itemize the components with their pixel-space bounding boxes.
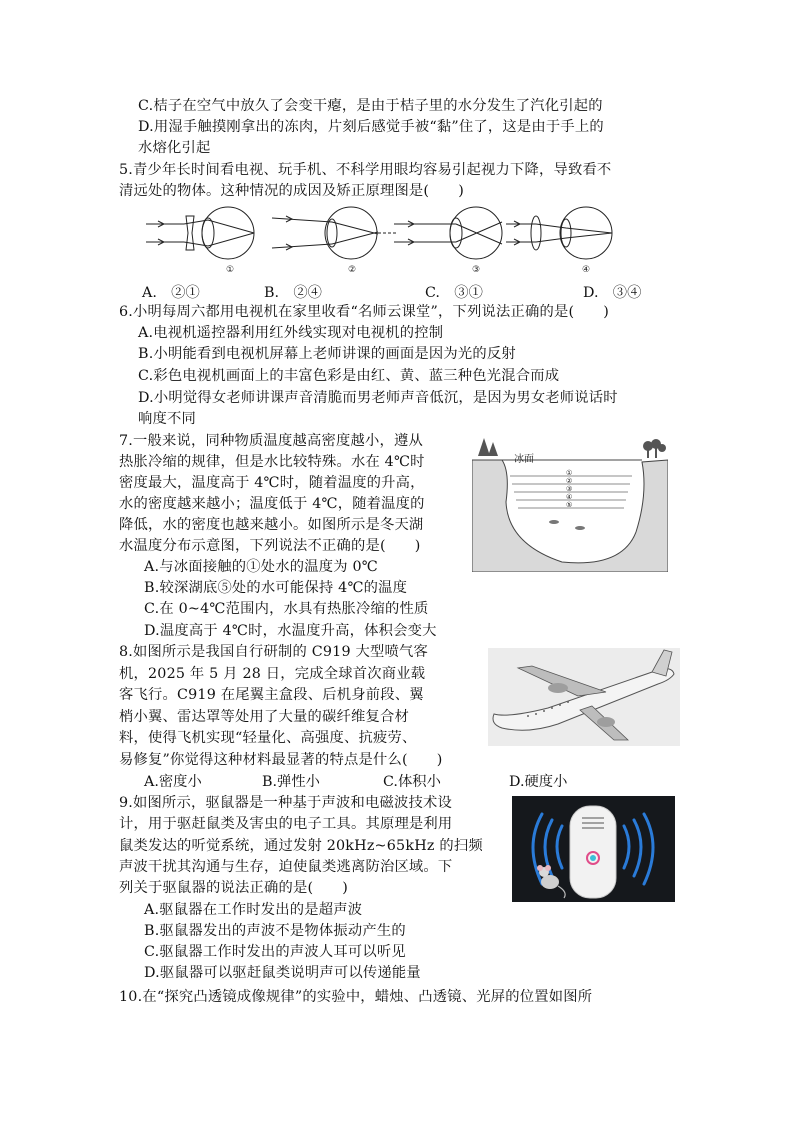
fish-icon bbox=[549, 520, 585, 530]
layer-label-4: ④ bbox=[566, 493, 573, 501]
eye-label-3: ③ bbox=[472, 265, 481, 275]
q6-option-d-line2: 响度不同 bbox=[138, 411, 196, 427]
q10-stem: 10.在“探究凸透镜成像规律”的实验中，蜡烛、凸透镜、光屏的位置如图所 bbox=[119, 989, 593, 1005]
q7-option-c: C.在 0~4℃范围内，水具有热胀冷缩的性质 bbox=[144, 601, 429, 617]
q9-option-d: D.驱鼠器可以驱赶鼠类说明声可以传递能量 bbox=[144, 965, 421, 981]
q7-stem-line2: 热胀冷缩的规律，但是水比较特殊。水在 4℃时 bbox=[119, 454, 425, 470]
q8-stem-line4: 梢小翼、雷达罩等处用了大量的碳纤维复合材 bbox=[119, 709, 409, 725]
eye-diagram-4 bbox=[506, 207, 612, 259]
q7-stem-line6: 水温度分布示意图，下列说法不正确的是( ) bbox=[119, 538, 421, 554]
eye-diagram-1 bbox=[146, 207, 254, 259]
q4-option-d-line1: D.用湿手触摸刚拿出的冻肉，片刻后感觉手被“黏”住了，这是由于手上的 bbox=[138, 119, 604, 135]
c919-airplane-figure bbox=[488, 648, 680, 746]
q7-option-b: B.较深湖底⑤处的水可能保持 4℃的温度 bbox=[144, 580, 408, 596]
q7-stem-line4: 水的密度越来越小；温度低于 4℃，随着温度的 bbox=[119, 496, 425, 512]
q5-option-c: C. ③① bbox=[425, 285, 483, 301]
q8-stem-line5: 料，使得飞机实现“轻量化、高强度、抗疲劳、 bbox=[119, 730, 417, 746]
eye-diagram-2 bbox=[272, 207, 396, 259]
q9-option-c: C.驱鼠器工作时发出的声波人耳可以听见 bbox=[144, 944, 406, 960]
ice-surface-label: 冰面 bbox=[514, 454, 534, 465]
q8-stem-line1: 8.如图所示是我国自行研制的 C919 大型喷气客 bbox=[119, 644, 429, 660]
q9-stem-line1: 9.如图所示，驱鼠器是一种基于声波和电磁波技术设 bbox=[119, 795, 452, 811]
layer-label-5: ⑤ bbox=[566, 501, 573, 509]
q8-option-b: B.弹性小 bbox=[262, 774, 320, 790]
q9-stem-line3: 鼠类发达的听觉系统，通过发射 20kHz~65kHz 的扫频 bbox=[119, 838, 483, 854]
q9-stem-line5: 列关于驱鼠器的说法正确的是( ) bbox=[119, 880, 349, 896]
q6-option-b: B.小明能看到电视机屏幕上老师讲课的画面是因为光的反射 bbox=[138, 346, 516, 362]
q7-stem-line3: 密度最大，温度高于 4℃时，随着温度的升高， bbox=[119, 475, 425, 491]
eye-label-1: ① bbox=[226, 265, 235, 275]
q6-option-c: C.彩色电视机画面上的丰富色彩是由红、黄、蓝三种色光混合而成 bbox=[138, 368, 560, 384]
q7-option-a: A.与冰面接触的①处水的温度为 0℃ bbox=[144, 559, 378, 575]
q7-option-d: D.温度高于 4℃时，水温度升高，体积会变大 bbox=[144, 623, 437, 639]
eye-label-4: ④ bbox=[582, 265, 591, 275]
q5-stem-line1: 5.青少年长时间看电视、玩手机、不科学用眼均容易引起视力下降，导致看不 bbox=[119, 162, 612, 178]
rodent-repeller-figure bbox=[512, 796, 675, 902]
q9-stem-line2: 计，用于驱赶鼠类及害虫的电子工具。其原理是利用 bbox=[119, 816, 453, 832]
q5-stem-line2: 清远处的物体。这种情况的成因及矫正原理图是( ) bbox=[119, 183, 464, 199]
q6-option-a: A.电视机遥控器利用红外线实现对电视机的控制 bbox=[138, 325, 444, 341]
lake-temperature-figure bbox=[472, 432, 668, 572]
q5-option-a: A. ②① bbox=[142, 285, 200, 301]
q9-option-b: B.驱鼠器发出的声波不是物体振动产生的 bbox=[144, 923, 406, 939]
q5-option-b: B. ②④ bbox=[264, 285, 322, 301]
layer-label-3: ③ bbox=[566, 485, 573, 493]
q8-option-c: C.体积小 bbox=[383, 774, 441, 790]
q4-option-c: C.桔子在空气中放久了会变干瘪，是由于桔子里的水分发生了汽化引起的 bbox=[138, 98, 603, 114]
q9-stem-line4: 声波干扰其沟通与生存，迫使鼠类逃离防治区域。下 bbox=[119, 859, 453, 875]
layer-label-2: ② bbox=[566, 477, 573, 485]
q9-option-a: A.驱鼠器在工作时发出的是超声波 bbox=[144, 902, 363, 918]
q8-option-a: A.密度小 bbox=[144, 774, 202, 790]
eye-diagram-3 bbox=[394, 207, 502, 259]
q6-option-d-line1: D.小明觉得女老师讲课声音清脆而男老师声音低沉，是因为男女老师说话时 bbox=[138, 390, 618, 406]
q8-stem-line2: 机，2025 年 5 月 28 日，完成全球首次商业载 bbox=[119, 666, 426, 682]
layer-label-1: ① bbox=[566, 469, 573, 477]
q8-option-d: D.硬度小 bbox=[509, 774, 568, 790]
q6-stem: 6.小明每周六都用电视机在家里收看“名师云课堂”，下列说法正确的是( ) bbox=[119, 304, 610, 320]
q7-stem-line5: 降低，水的密度也越来越小。如图所示是冬天湖 bbox=[119, 517, 424, 533]
q5-option-d: D. ③④ bbox=[583, 285, 642, 301]
q7-stem-line1: 7.一般来说，同种物质温度越高密度越小，遵从 bbox=[119, 433, 423, 449]
q8-stem-line3: 客飞行。C919 在尾翼主盒段、后机身前段、翼 bbox=[119, 687, 424, 703]
q8-stem-line6: 易修复”你觉得这种材料最显著的特点是什么( ) bbox=[119, 752, 443, 768]
eye-diagrams-figure bbox=[146, 206, 636, 281]
eye-label-2: ② bbox=[348, 265, 357, 275]
q4-option-d-line2: 水熔化引起 bbox=[138, 140, 211, 156]
